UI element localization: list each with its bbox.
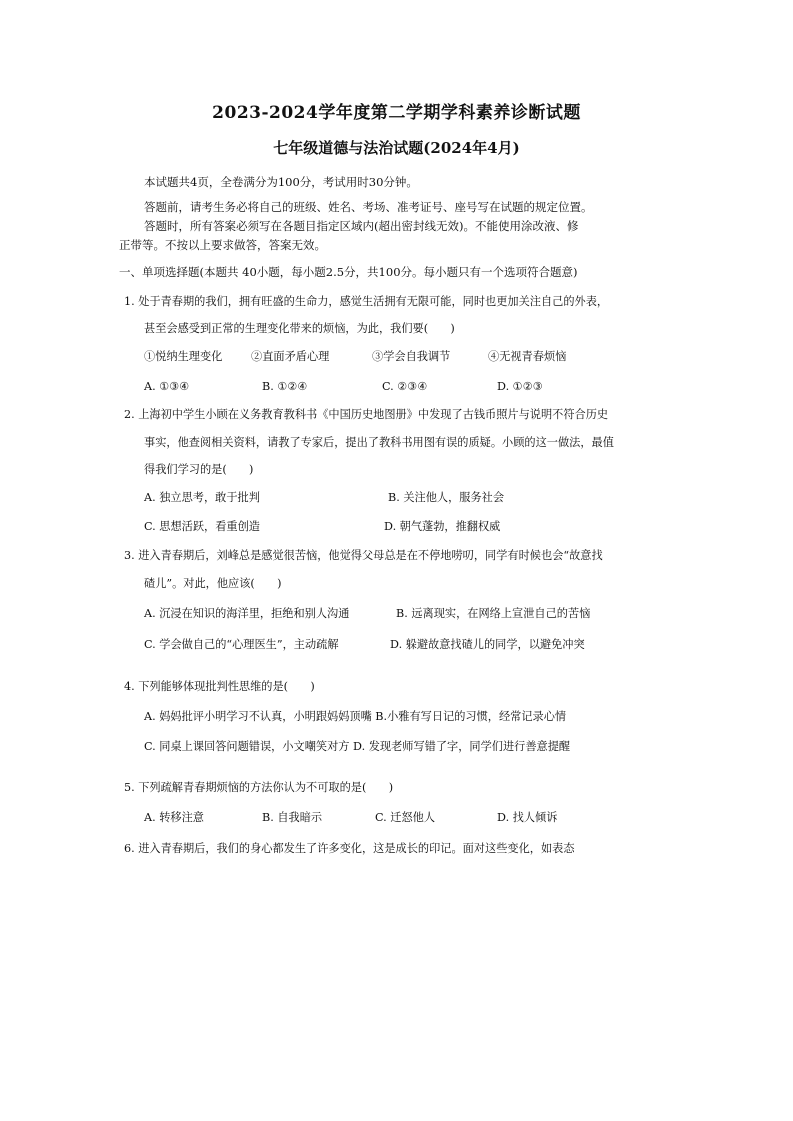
question-1-option-a: A. ①③④ [144, 380, 190, 393]
question-1-item-4: ④无视青春烦恼 [488, 350, 567, 363]
question-3-option-c: C. 学会做自己的“心理医生”，主动疏解 [144, 638, 339, 651]
instruction-line-1: 本试题共4页，全卷满分为100分，考试用时30分钟。 [144, 175, 418, 189]
question-3-option-b: B. 远离现实，在网络上宣泄自己的苦恼 [396, 607, 591, 620]
question-3-option-a: A. 沉浸在知识的海洋里，拒绝和别人沟通 [144, 607, 350, 620]
instruction-line-3: 答题时，所有答案必须写在各题目指定区域内(超出密封线无效)。不能使用涂改液、修 [144, 219, 579, 233]
question-2-option-c: C. 思想活跃，看重创造 [144, 520, 260, 533]
question-2-line-2: 事实，他查阅相关资料，请教了专家后，提出了教科书用图有误的质疑。小顾的这一做法，最值 [144, 436, 614, 449]
question-2-line-3: 得我们学习的是( ) [144, 463, 254, 476]
question-3-line-1: 3. 进入青春期后，刘峰总是感觉很苦恼，他觉得父母总是在不停地唠叨，同学有时候也会“故意找 [124, 549, 603, 562]
section-heading: 一、单项选择题(本题共 40小题，每小题2.5分，共100分。每小题只有一个选项符合题意) [119, 265, 578, 279]
question-4-line-1: 4. 下列能够体现批判性思维的是( ) [124, 680, 315, 693]
question-1-option-b: B. ①②④ [262, 380, 308, 393]
question-2-line-1: 2. 上海初中学生小顾在义务教育教科书《中国历史地图册》中发现了古钱币照片与说明不符合历史 [124, 408, 609, 421]
question-2-option-b: B. 关注他人，服务社会 [388, 491, 505, 504]
question-3-option-d: D. 躲避故意找碴儿的同学，以避免冲突 [390, 638, 585, 651]
question-1-line-1: 1. 处于青春期的我们，拥有旺盛的生命力，感觉生活拥有无限可能，同时也更加关注自己的外表， [124, 295, 609, 308]
exam-subtitle: 七年级道德与法治试题(2024年4月) [273, 139, 520, 157]
question-2-option-a: A. 独立思考，敢于批判 [144, 491, 260, 504]
instruction-line-4: 正带等。不按以上要求做答，答案无效。 [119, 238, 326, 252]
question-5-option-a: A. 转移注意 [144, 811, 204, 824]
exam-title: 2023-2024学年度第二学期学科素养诊断试题 [212, 103, 581, 123]
question-1-item-3: ③学会自我调节 [372, 350, 451, 363]
question-4-options-row-2: C. 同桌上课回答问题错误，小文嘲笑对方 D. 发现老师写错了字，同学们进行善意提醒 [144, 740, 571, 753]
question-1-option-c: C. ②③④ [382, 380, 428, 393]
question-5-option-c: C. 迁怒他人 [375, 811, 436, 824]
instruction-line-2: 答题前，请考生务必将自己的班级、姓名、考场、准考证号、座号写在试题的规定位置。 [144, 200, 593, 214]
question-4-options-row-1: A. 妈妈批评小明学习不认真，小明跟妈妈顶嘴 B.小雅有写日记的习惯，经常记录心情 [144, 710, 567, 723]
question-1-item-1: ①悦纳生理变化 [144, 350, 223, 363]
question-2-option-d: D. 朝气蓬勃，推翻权威 [384, 520, 501, 533]
question-1-item-2: ②直面矛盾心理 [251, 350, 330, 363]
question-1-option-d: D. ①②③ [497, 380, 543, 393]
question-5-option-d: D. 找人倾诉 [497, 811, 558, 824]
question-1-line-2: 甚至会感受到正常的生理变化带来的烦恼，为此，我们要( ) [144, 322, 455, 335]
question-6-line-1: 6. 进入青春期后，我们的身心都发生了许多变化，这是成长的印记。面对这些变化，如表态 [124, 842, 575, 855]
question-5-option-b: B. 自我暗示 [262, 811, 323, 824]
question-5-line-1: 5. 下列疏解青春期烦恼的方法你认为不可取的是( ) [124, 781, 394, 794]
question-3-line-2: 碴儿”。对此，他应该( ) [144, 577, 282, 590]
